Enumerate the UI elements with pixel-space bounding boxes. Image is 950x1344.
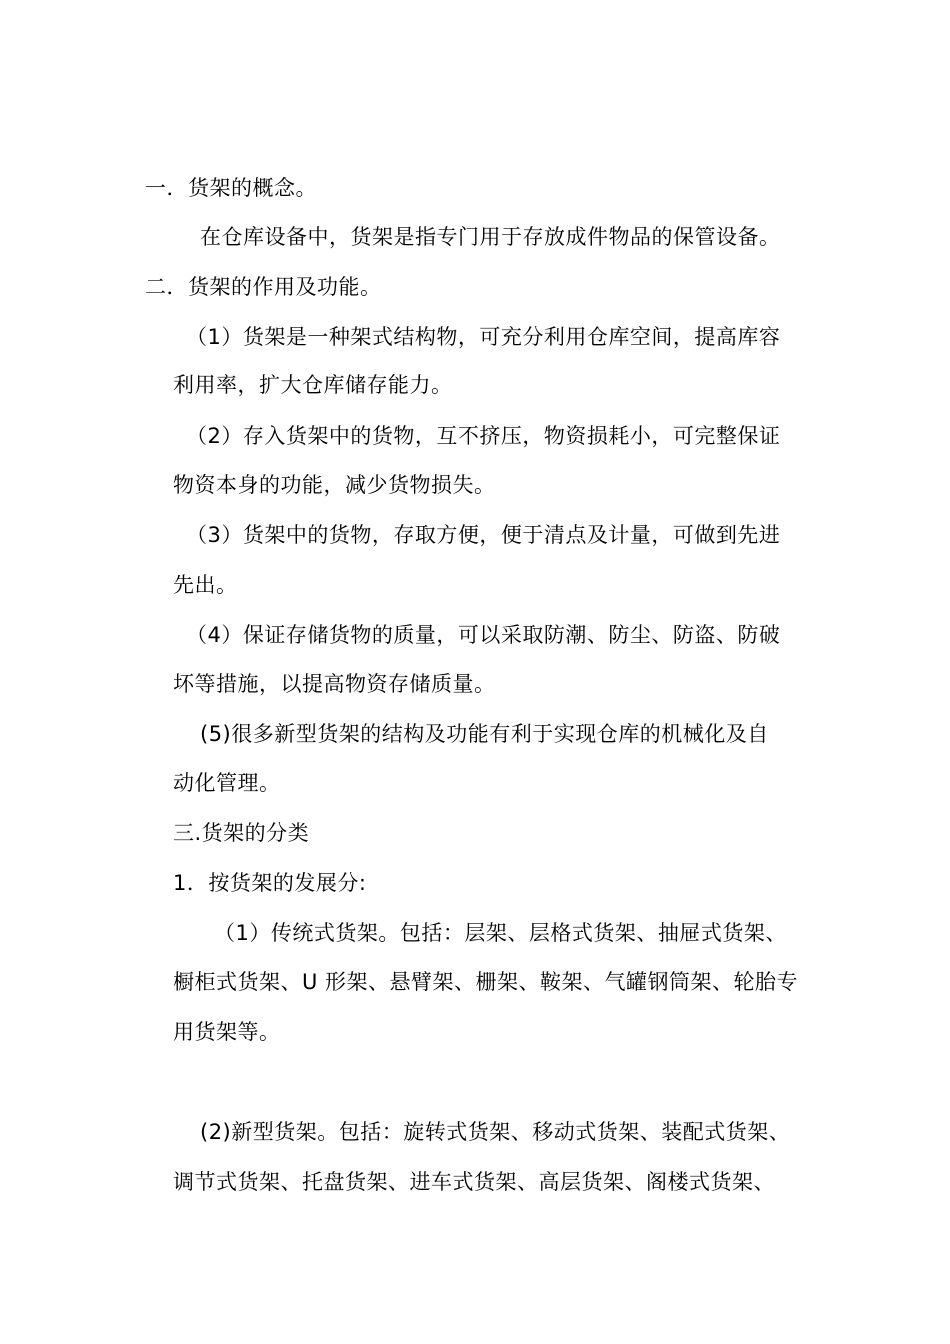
paragraph-line: 坏等措施，以提高物资存储质量。 [173, 672, 496, 696]
section-heading-1: 一．货架的概念。 [145, 176, 317, 200]
paragraph-line: 利用率，扩大仓库储存能力。 [173, 373, 453, 397]
paragraph-line: 先出。 [173, 573, 238, 597]
paragraph-line: 调节式货架、托盘货架、进车式货架、高层货架、阁楼式货架、 [173, 1170, 775, 1194]
paragraph-line: 橱柜式货架、U 形架、悬臂架、栅架、鞍架、气罐钢筒架、轮胎专 [173, 970, 799, 994]
paragraph-line: 动化管理。 [173, 771, 281, 795]
paragraph-line: (5)很多新型货架的结构及功能有利于实现仓库的机械化及自 [200, 722, 769, 746]
paragraph-line: （3）货架中的货物，存取方便，便于清点及计量，可做到先进 [186, 523, 781, 547]
subsection-heading: 1．按货架的发展分: [173, 871, 367, 895]
section-heading-3: 三.货架的分类 [173, 821, 310, 845]
paragraph-line: （1）货架是一种架式结构物，可充分利用仓库空间，提高库容 [186, 325, 781, 349]
paragraph-line: （2）存入货架中的货物，互不挤压，物资损耗小，可完整保证 [186, 424, 781, 448]
paragraph-line: 用货架等。 [173, 1020, 281, 1044]
section-heading-2: 二．货架的作用及功能。 [145, 275, 382, 299]
paragraph-line: (2)新型货架。包括：旋转式货架、移动式货架、装配式货架、 [200, 1120, 791, 1144]
paragraph-definition: 在仓库设备中，货架是指专门用于存放成件物品的保管设备。 [200, 225, 781, 249]
paragraph-line: 物资本身的功能，减少货物损失。 [173, 473, 496, 497]
paragraph-line: （4）保证存储货物的质量，可以采取防潮、防尘、防盗、防破 [186, 623, 781, 647]
paragraph-line: （1）传统式货架。包括：层架、层格式货架、抽屉式货架、 [214, 921, 787, 945]
